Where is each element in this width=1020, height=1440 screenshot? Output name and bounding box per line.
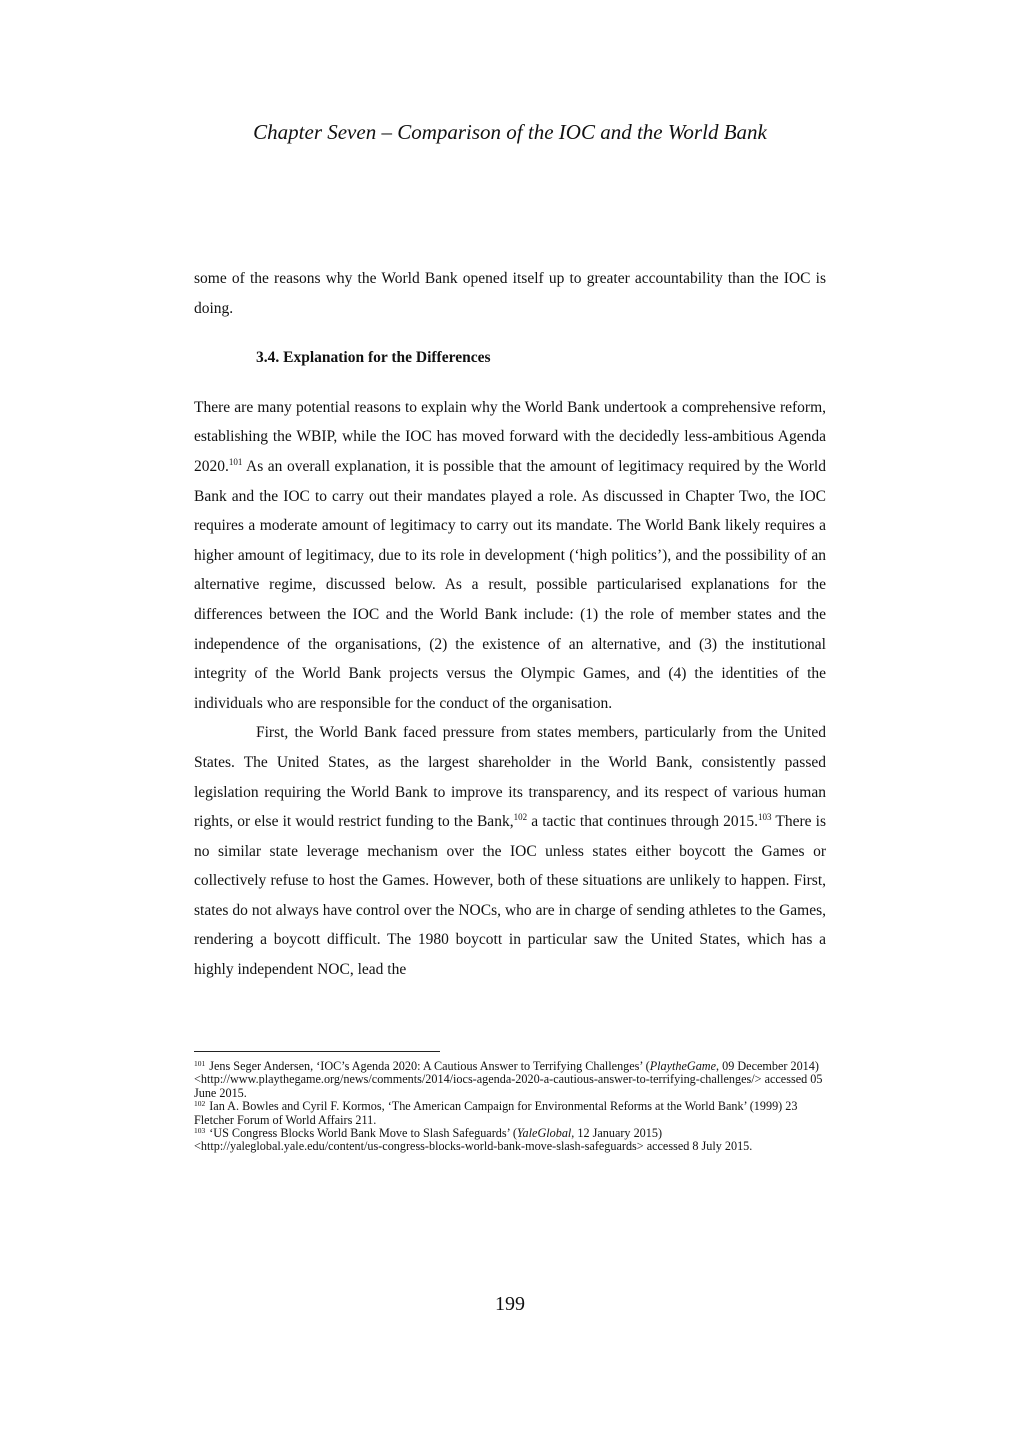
footnote-text: Ian A. Bowles and Cyril F. Kormos, ‘The American Campaign for Environmental Reforms at the World Bank’ (1999) 23 Fletcher Forum of World Affairs 211. [194,1099,798,1127]
footnote-source-italic: PlaytheGame [649,1059,717,1073]
footnote-text: , 09 December 2014) <http://www.playthegame.org/news/comments/2014/iocs-agenda-2020-a-cautious-answer-to-terrifying-challenges/> accessed 05 June 2015. [194,1059,823,1100]
footnote-ref-102[interactable]: 102 [513,812,528,823]
footnote-101 [194,1060,830,1100]
paragraph-2-text-c: There is no similar state leverage mechanism over the IOC unless states either boycott the Games or collectively refuse to host the Games. However, both of these situations are unlikely to happen. First, states do not always have control over the NOCs, who are in charge of sending athletes to the Games, rendering a boycott difficult. The 1980 boycott in particular saw the United States, which has a highly independent NOC, lead the [194,813,827,979]
footnote-number: 103 [194,1126,206,1136]
running-header: Chapter Seven – Comparison of the IOC and the World Bank [253,120,767,144]
footnote-text: Jens Seger Andersen, ‘IOC’s Agenda 2020: A Cautious Answer to Terrifying Challenges’ ( [209,1059,650,1073]
footnote-ref-103[interactable]: 103 [758,812,772,823]
paragraph-1-text-a: There are many potential reasons to explain why the World Bank undertook a comprehensive reform, establishing the WBIP, while the IOC has moved forward with the decidedly less-ambitious Agenda 2020. [194,398,826,475]
footnotes [194,1060,830,1154]
footnote-102 [194,1100,830,1127]
footnote-number: 102 [194,1099,206,1109]
footnote-ref-101[interactable]: 101 [228,456,243,467]
footnote-103 [194,1127,830,1154]
footnote-separator [194,1051,440,1052]
paragraph-2-text-b: a tactic that continues through 2015. [527,813,759,831]
footnote-source-italic: YaleGlobal [516,1126,572,1141]
footnote-number: 101 [194,1059,206,1068]
continuation-paragraph: some of the reasons why the World Bank opened itself up to greater accountability than the IOC is doing. [194,270,826,317]
page-number: 199 [495,1293,525,1315]
paragraph-1 [194,393,826,719]
footnote-text: , 12 January 2015) <http://yaleglobal.yale.edu/content/us-congress-blocks-world-bank-move-slash-safeguards> accessed 8 July 2015. [194,1126,753,1154]
paragraph-2-text-a: First, the World Bank faced pressure from states members, particularly from the United States. The United States, as the largest shareholder in the World Bank, consistently passed legislation requiring the World Bank to improve its transparency, and its respect of various human rights, or else it would restrict funding to the Bank, [194,724,826,831]
footnote-text: ‘US Congress Blocks World Bank Move to Slash Safeguards’ ( [209,1126,517,1141]
paragraph-2 [194,718,826,984]
body-text [194,264,826,985]
section-heading: 3.4. Explanation for the Differences [256,349,491,367]
paragraph-1-text-b: As an overall explanation, it is possible that the amount of legitimacy required by the World Bank and the IOC to carry out their mandates played a role. As discussed in Chapter Two, the IOC requires a moderate amount of legitimacy to carry out its mandate. The World Bank likely requires a higher amount of legitimacy, due to its role in development (‘high politics’), and the possibility of an alternative regime, discussed below. As a result, possible particularised explanations for the differences between the IOC and the World Bank include: (1) the role of member states and the independence of the organisations, (2) the existence of an alternative, and (3) the institutional integrity of the World Bank projects versus the Olympic Games, and (4) the identities of the individuals who are responsible for the conduct of the organisation. [194,457,826,712]
